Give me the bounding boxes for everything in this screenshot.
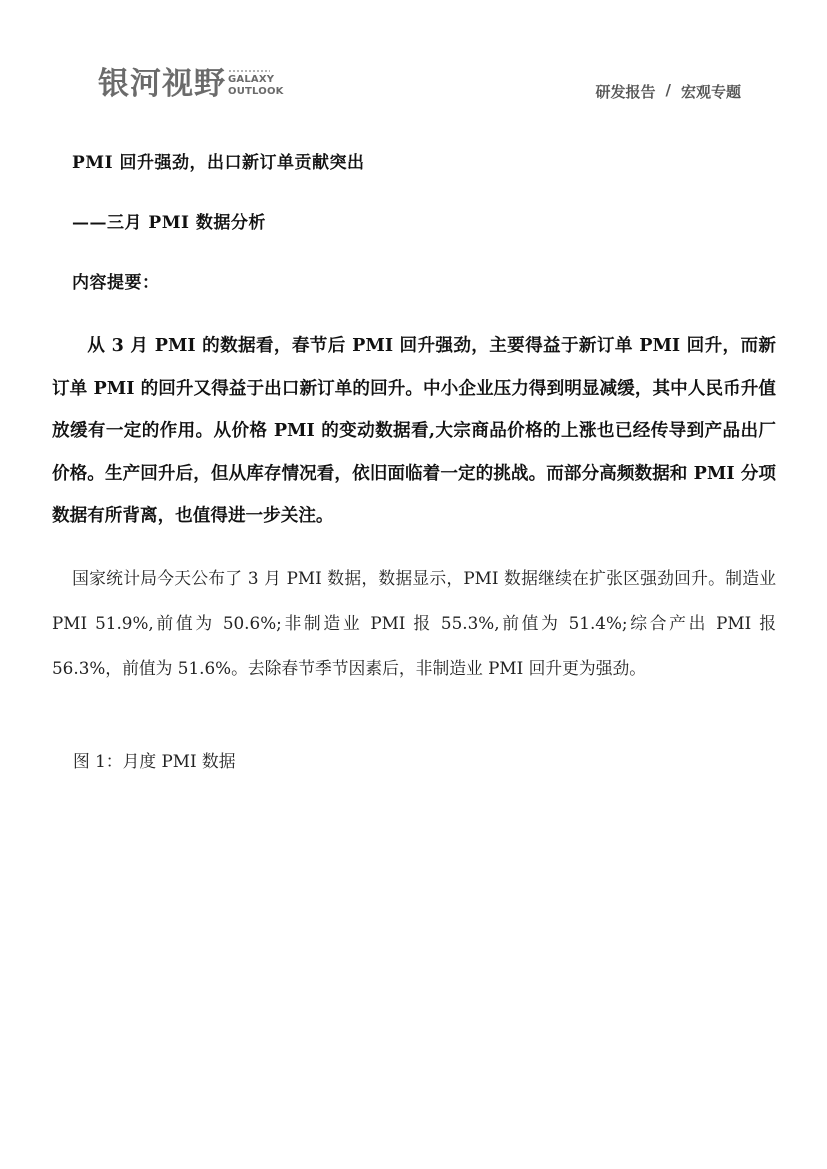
logo-english-text — [228, 70, 284, 98]
article-subtitle: ——三月 PMI 数据分析 — [72, 213, 266, 233]
breadcrumb — [595, 81, 741, 102]
breadcrumb-category: 宏观专题 — [680, 83, 741, 101]
breadcrumb-section: 研发报告 — [595, 83, 656, 101]
logo-en-line2: OUTLOOK — [228, 86, 284, 97]
logo-chinese-text: 银河视野 — [98, 66, 226, 102]
figure-caption: 图 1：月度 PMI 数据 — [73, 751, 236, 771]
page-header — [0, 0, 827, 110]
galaxy-outlook-logo — [98, 64, 284, 104]
breadcrumb-separator: / — [665, 81, 671, 99]
logo-en-line1: GALAXY — [228, 74, 275, 85]
summary-heading: 内容提要： — [72, 273, 160, 293]
body-paragraph: 国家统计局今天公布了 3 月 PMI 数据，数据显示，PMI 数据继续在扩张区强劲回升。制造业 PMI 51.9%,前值为 50.6%;非制造业 PMI 报 55.3%,前值为 51.4%;综合产出 PMI 报 56.3%，前值为 51.6%。去除春节季节因素后，非制造业 PMI 回升更为强劲。 — [52, 568, 776, 678]
logo-dots-decoration — [228, 70, 270, 72]
summary-paragraph: 从 3 月 PMI 的数据看，春节后 PMI 回升强劲，主要得益于新订单 PMI 回升，而新订单 PMI 的回升又得益于出口新订单的回升。中小企业压力得到明显减缓，其中人民币升值放缓有一定的作用。从价格 PMI 的变动数据看,大宗商品价格的上涨也已经传导到产品出厂价格。生产回升后，但从库存情况看，依旧面临着一定的挑战。而部分高频数据和 PMI 分项数据有所背离，也值得进一步关注。 — [52, 335, 776, 526]
article-title: PMI 回升强劲，出口新订单贡献突出 — [72, 153, 365, 173]
